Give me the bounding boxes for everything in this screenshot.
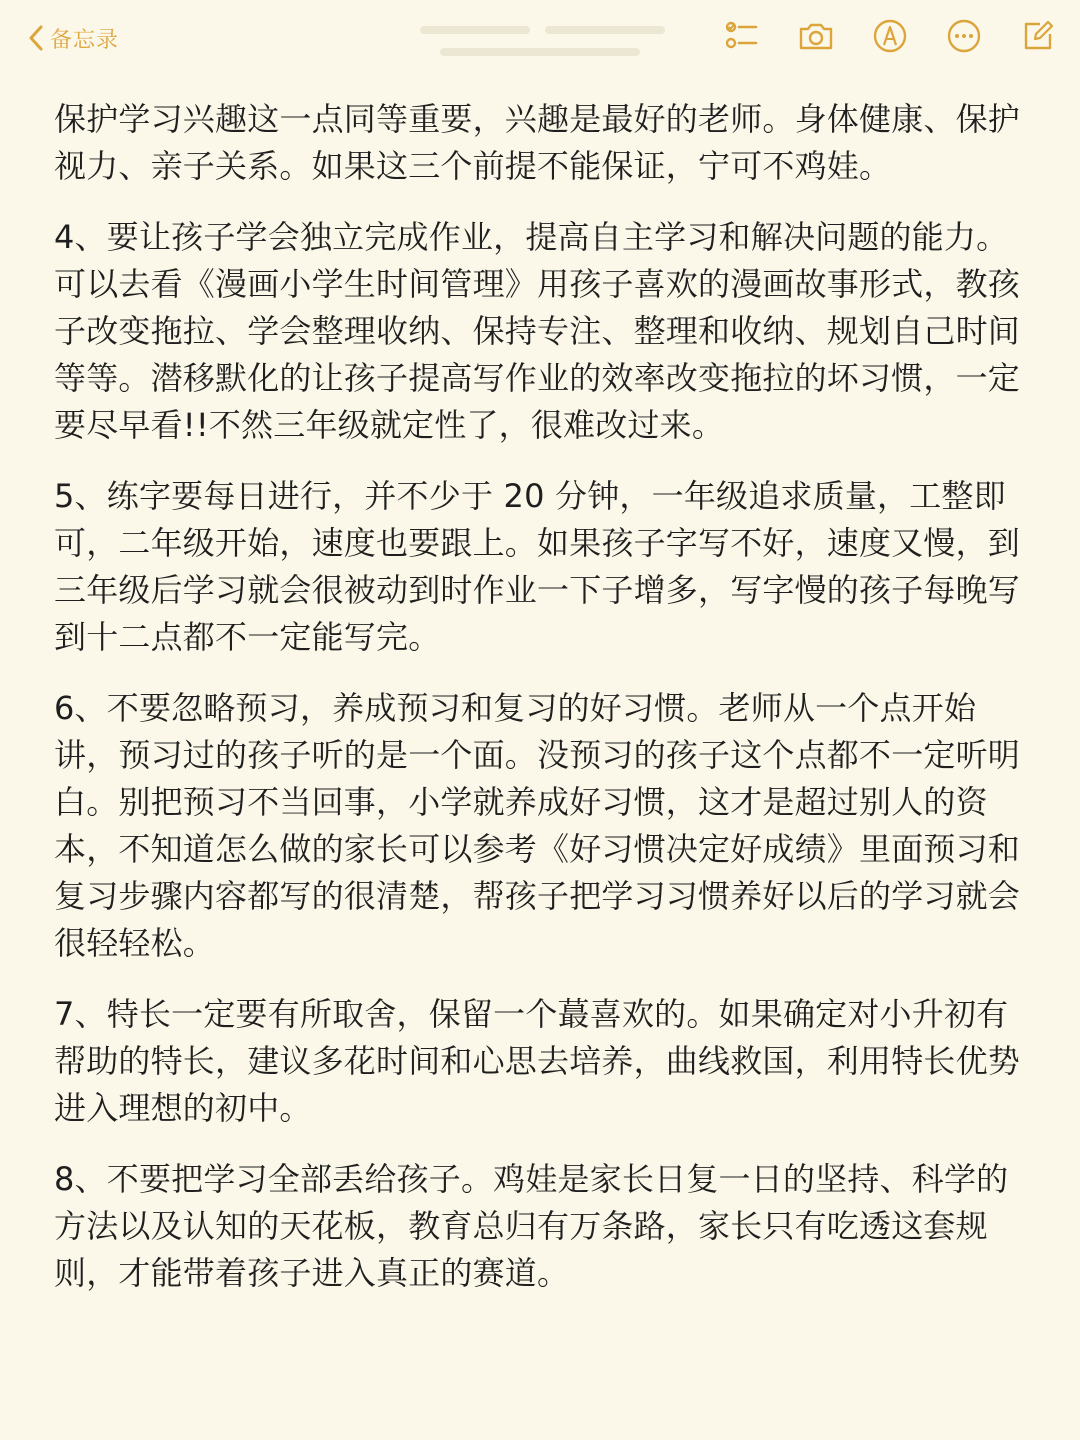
back-button-label: 备忘录 — [50, 27, 120, 53]
more-button[interactable] — [944, 18, 984, 58]
checklist-button[interactable] — [722, 18, 762, 58]
compose-icon — [1020, 18, 1056, 58]
chevron-left-icon — [26, 23, 46, 53]
note-body[interactable] — [54, 96, 1034, 1321]
note-toolbar — [688, 18, 1058, 58]
camera-icon — [797, 19, 835, 57]
note-paragraph: 7、特长一定要有所取舍，保留一个蕞喜欢的。如果确定对小升初有帮助的特长，建议多花时间和心思去培养，曲线救国，利用特长优势进入理想的初中。 — [54, 995, 1021, 1127]
note-paragraph: 4、要让孩子学会独立完成作业，提高自主学习和解决问题的能力。可以去看《漫画小学生时间管理》用孩子喜欢的漫画故事形式，教孩子改变拖拉、学会整理收纳、保持专注、整理和收纳、规划自己时间等等。潜移默化的让孩子提高写作业的效率改变拖拉的坏习惯，一定要尽早看!!不然三年级就定性了，很难改过来。 — [54, 218, 1021, 444]
back-button[interactable] — [26, 20, 119, 56]
more-icon — [946, 18, 982, 58]
navigation-bar — [0, 0, 1080, 80]
note-paragraph: 6、不要忽略预习，养成预习和复习的好习惯。老师从一个点开始讲，预习过的孩子听的是一个面。没预习的孩子这个点都不一定听明白。别把预习不当回事，小学就养成好习惯，这才是超过别人的资本，不知道怎么做的家长可以参考《好习惯决定好成绩》里面预习和复习步骤内容都写的很清楚，帮孩子把学习习惯养好以后的学习就会很轻轻松。 — [54, 689, 1021, 962]
note-paragraph: 8、不要把学习全部丢给孩子。鸡娃是家长日复一日的坚持、科学的方法以及认知的天花板，教育总归有万条路，家长只有吃透这套规则，才能带着孩子进入真正的赛道。 — [54, 1160, 1009, 1292]
markup-pen-icon — [872, 18, 908, 58]
note-paragraph: 5、练字要每日进行，并不少于 20 分钟，一年级追求质量，工整即可，二年级开始，速度也要跟上。如果孩子字写不好，速度又慢，到三年级后学习就会很被动到时作业一下子增多，写字慢的孩子每晚写到十二点都不一定能写完。 — [54, 477, 1021, 656]
note-paragraph: 保护学习兴趣这一点同等重要，兴趣是最好的老师。身体健康、保护视力、亲子关系。如果这三个前提不能保证，宁可不鸡娃。 — [54, 100, 1021, 185]
compose-button[interactable] — [1018, 18, 1058, 58]
checklist-icon — [724, 18, 760, 58]
camera-button[interactable] — [796, 18, 836, 58]
markup-button[interactable] — [870, 18, 910, 58]
blurred-header-text — [410, 18, 670, 68]
